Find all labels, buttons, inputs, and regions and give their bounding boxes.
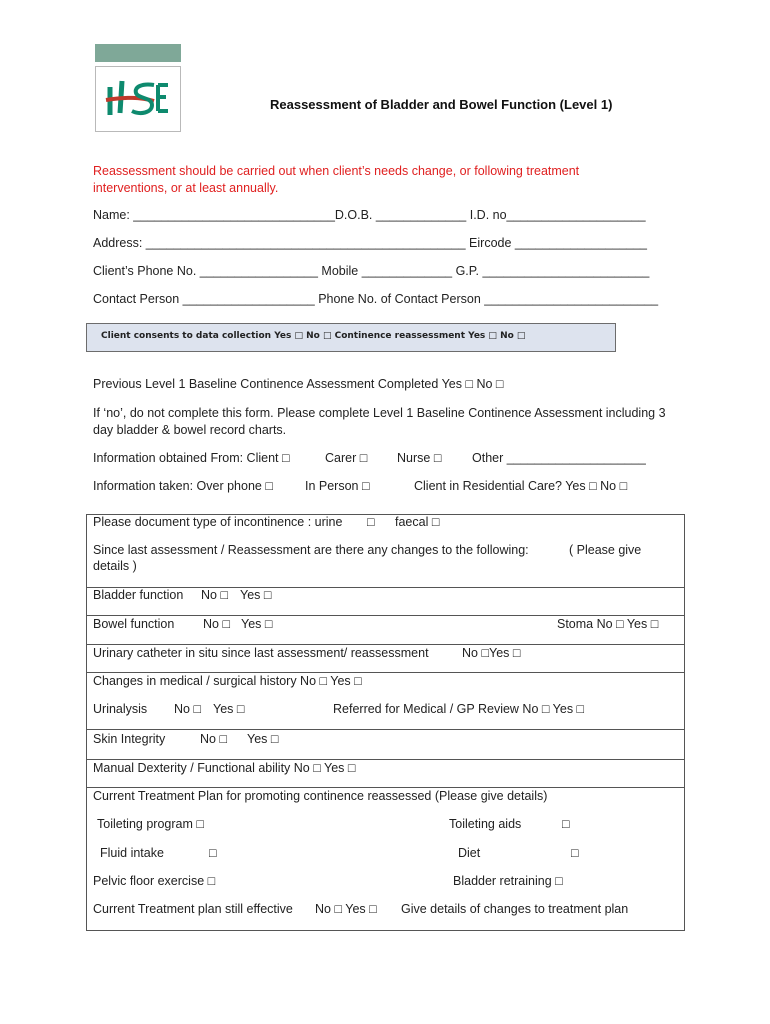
urinalysis-yes-checkbox[interactable]: Yes □ [213, 702, 245, 716]
bowel-function-label: Bowel function [93, 617, 175, 631]
changes-note-2: details ) [93, 559, 137, 573]
bladder-function-label: Bladder function [93, 588, 184, 602]
changes-note: ( Please give [569, 543, 642, 557]
urinalysis-label: Urinalysis [93, 702, 148, 716]
contact-field[interactable]: Contact Person ___________________ Phone No. of Contact Person _________________________ [93, 292, 659, 306]
divider [87, 759, 684, 760]
bladder-yes-checkbox[interactable]: Yes □ [240, 588, 272, 602]
toileting-program[interactable]: Toileting program □ [97, 817, 204, 831]
urinalysis-no-checkbox[interactable]: No □ [174, 702, 202, 716]
diet-checkbox[interactable]: □ [571, 846, 579, 860]
name-field[interactable]: Name: _____________________________D.O.B. _____________ I.D. no____________________ [93, 208, 646, 222]
divider [87, 672, 684, 673]
bladder-no-checkbox[interactable]: No □ [201, 588, 229, 602]
skin-yes-checkbox[interactable]: Yes □ [247, 732, 279, 746]
plan-effective-label: Current Treatment plan still effective [93, 902, 293, 916]
catheter-label: Urinary catheter in situ since last assessment/ reassessment [93, 646, 429, 660]
page-title: Reassessment of Bladder and Bowel Function (Level 1) [270, 97, 613, 112]
divider [87, 644, 684, 645]
info-taken-in-person[interactable]: In Person □ [305, 479, 370, 493]
urine-checkbox[interactable]: □ [367, 515, 375, 529]
divider [87, 729, 684, 730]
manual-dexterity[interactable]: Manual Dexterity / Functional ability No □ Yes □ [93, 761, 356, 775]
address-field[interactable]: Address: ______________________________________________ Eircode ___________________ [93, 236, 648, 250]
hse-logo-icon [96, 67, 180, 131]
info-from-nurse[interactable]: Nurse □ [397, 451, 442, 465]
hse-logo [95, 66, 181, 132]
logo-bar [95, 44, 181, 62]
notice-text: Reassessment should be carried out when client’s needs change, or following treatment interventions, or at least annually. [93, 164, 580, 195]
catheter-options[interactable]: No □Yes □ [462, 646, 521, 660]
referred-review[interactable]: Referred for Medical / GP Review No □ Yes □ [333, 702, 585, 716]
info-from-other[interactable]: Other ____________________ [472, 451, 646, 465]
fluid-intake-checkbox[interactable]: □ [209, 846, 217, 860]
consent-label[interactable]: Client consents to data collection Yes □ No □ Continence reassessment Yes □ No □ [101, 331, 526, 341]
toileting-aids-label: Toileting aids [449, 817, 522, 831]
info-taken-phone[interactable]: Information taken: Over phone □ [93, 479, 273, 493]
pelvic-floor-exercise[interactable]: Pelvic floor exercise □ [93, 874, 216, 888]
if-no-instruction: If ‘no’, do not complete this form. Please complete Level 1 Baseline Continence Assessment including 3 day bladder & bowel record charts. [93, 406, 666, 437]
medical-history[interactable]: Changes in medical / surgical history No □ Yes □ [93, 674, 362, 688]
fluid-intake-label: Fluid intake [100, 846, 164, 860]
bowel-yes-checkbox[interactable]: Yes □ [241, 617, 273, 631]
skin-integrity-label: Skin Integrity [93, 732, 166, 746]
bowel-no-checkbox[interactable]: No □ [203, 617, 231, 631]
plan-effective-options[interactable]: No □ Yes □ [315, 902, 377, 916]
residential-care[interactable]: Client in Residential Care? Yes □ No □ [414, 479, 628, 493]
consent-box[interactable] [86, 323, 616, 352]
incontinence-label: Please document type of incontinence : urine [93, 515, 343, 529]
previous-assessment[interactable]: Previous Level 1 Baseline Continence Assessment Completed Yes □ No □ [93, 377, 504, 391]
bladder-retraining[interactable]: Bladder retraining □ [453, 874, 563, 888]
plan-details-label: Give details of changes to treatment plan [401, 902, 629, 916]
toileting-aids-checkbox[interactable]: □ [562, 817, 570, 831]
phone-field[interactable]: Client’s Phone No. _________________ Mobile _____________ G.P. ________________________ [93, 264, 650, 278]
faecal-checkbox[interactable]: faecal □ [395, 515, 440, 529]
skin-no-checkbox[interactable]: No □ [200, 732, 228, 746]
divider [87, 615, 684, 616]
reassessment-table [86, 514, 685, 931]
changes-question: Since last assessment / Reassessment are there any changes to the following: [93, 543, 529, 557]
info-from-carer[interactable]: Carer □ [325, 451, 368, 465]
treatment-plan-header: Current Treatment Plan for promoting continence reassessed (Please give details) [93, 789, 548, 803]
diet-label: Diet [458, 846, 481, 860]
info-from-client[interactable]: Information obtained From: Client □ [93, 451, 290, 465]
stoma-options[interactable]: Stoma No □ Yes □ [557, 617, 659, 631]
divider [87, 787, 684, 788]
